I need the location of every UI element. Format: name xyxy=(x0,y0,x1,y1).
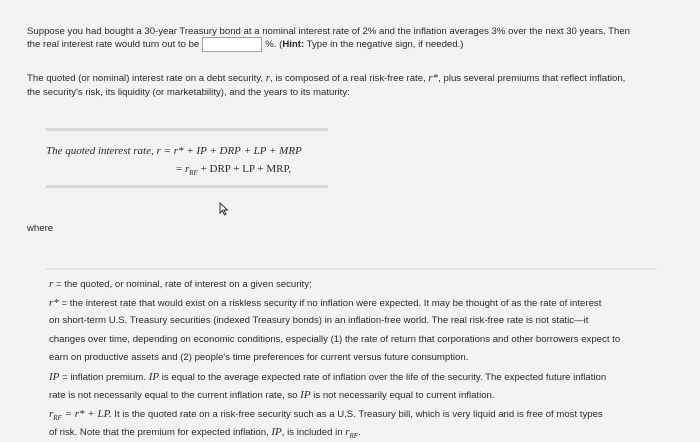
def-rrf-symbol-2: r xyxy=(345,426,350,438)
def-ip-symbol-2: IP xyxy=(148,371,160,383)
where-label: where xyxy=(27,223,54,234)
def-rrf-end: . xyxy=(358,427,361,438)
def-r xyxy=(49,278,312,291)
formula-rrf: r xyxy=(184,163,190,175)
def-ip-2 xyxy=(49,389,495,402)
def-rstar-text-1: = the interest rate that would exist on a riskless security if no inflation were expected. It may be thought of as the rate of interest xyxy=(58,298,602,309)
def-rstar-1 xyxy=(49,297,601,310)
def-r-symbol: r xyxy=(49,278,54,290)
formula-expression-1: r = r* + IP + DRP + LP + MRP xyxy=(156,145,302,157)
def-rrf-sub: RF xyxy=(53,413,62,422)
intro-rstar-symbol: r* xyxy=(428,72,439,84)
formula-eq-sign: = xyxy=(176,163,183,175)
intro-r-symbol: r xyxy=(265,72,271,84)
def-rrf-1 xyxy=(49,408,603,424)
intro-text-b: , is composed of a real risk-free rate, xyxy=(270,73,426,84)
def-rrf-eq: = r* + LP. xyxy=(61,408,112,420)
def-rstar-3: changes over time, depending on economic conditions, especially (1) the rate of return that corporations and other borrowers expect to xyxy=(49,334,621,345)
def-rstar-4: earn on productive assets and (2) people's time preferences for current versus future consumption. xyxy=(49,352,469,363)
question-line-2-post: %. ( xyxy=(265,39,283,51)
def-rrf-sub-2: RF xyxy=(349,431,359,440)
formula-bottom-rule xyxy=(46,185,328,188)
def-rrf-text-1: It is the quoted rate on a risk-free security such as a U.S. Treasury bill, which is very liquid and is free of most types xyxy=(111,409,603,420)
def-r-text: = the quoted, or nominal, rate of interest on a given security; xyxy=(53,279,312,290)
def-ip-text-2b: is not necessarily equal to current inflation. xyxy=(310,390,495,401)
def-rrf-ip: IP xyxy=(271,426,282,438)
definitions-top-rule xyxy=(46,268,657,270)
hint-label: Hint: xyxy=(282,39,305,51)
hint-text: Type in the negative sign, if needed.) xyxy=(304,39,464,51)
def-rrf-text-2a: of risk. Note that the premium for expected inflation, xyxy=(49,427,272,438)
def-ip-text-2a: rate is not necessarily equal to the current inflation rate, so xyxy=(49,390,301,401)
question-line-1: Suppose you had bought a 30-year Treasury bond at a nominal interest rate of 2% and the inflation averages 3% over the next 30 years. Then xyxy=(27,26,631,37)
def-ip-text-1a: = inflation premium. xyxy=(59,372,149,383)
intro-text-c: , plus several premiums that reflect inflation, xyxy=(438,73,626,84)
intro-line-1 xyxy=(27,72,625,85)
def-rrf-text-2b: , is included in xyxy=(281,427,346,438)
formula-top-rule xyxy=(46,128,328,131)
def-ip-text-1b: is equal to the average expected rate of inflation over the life of the security. The expected future inflation xyxy=(159,372,607,383)
question-line-2 xyxy=(27,37,463,52)
formula-row-1 xyxy=(46,145,302,157)
def-ip-symbol: IP xyxy=(49,371,60,383)
formula-row-2 xyxy=(176,163,291,177)
def-rstar-2: on short-term U.S. Treasury securities (indexed Treasury bonds) in an inflation-free world. The real risk-free rate is not static—it xyxy=(49,315,589,326)
intro-text-a: The quoted (or nominal) interest rate on a debt security, xyxy=(27,73,264,84)
def-rstar-symbol: r* xyxy=(49,297,59,309)
formula-rrf-sub: RF xyxy=(189,169,198,178)
def-rrf-2 xyxy=(49,426,361,442)
answer-input[interactable] xyxy=(202,37,262,52)
formula-label: The quoted interest rate, xyxy=(46,145,154,157)
intro-line-2: the security's risk, its liquidity (or marketability), and the years to its maturity: xyxy=(27,87,350,98)
def-rrf-symbol: r xyxy=(49,408,54,420)
def-ip-symbol-3: IP xyxy=(300,389,311,401)
mouse-cursor-icon xyxy=(219,202,229,216)
question-line-2-text: the real interest rate would turn out to be xyxy=(27,39,200,51)
formula-expression-2: + DRP + LP + MRP, xyxy=(197,163,292,175)
def-ip-1 xyxy=(49,371,606,384)
